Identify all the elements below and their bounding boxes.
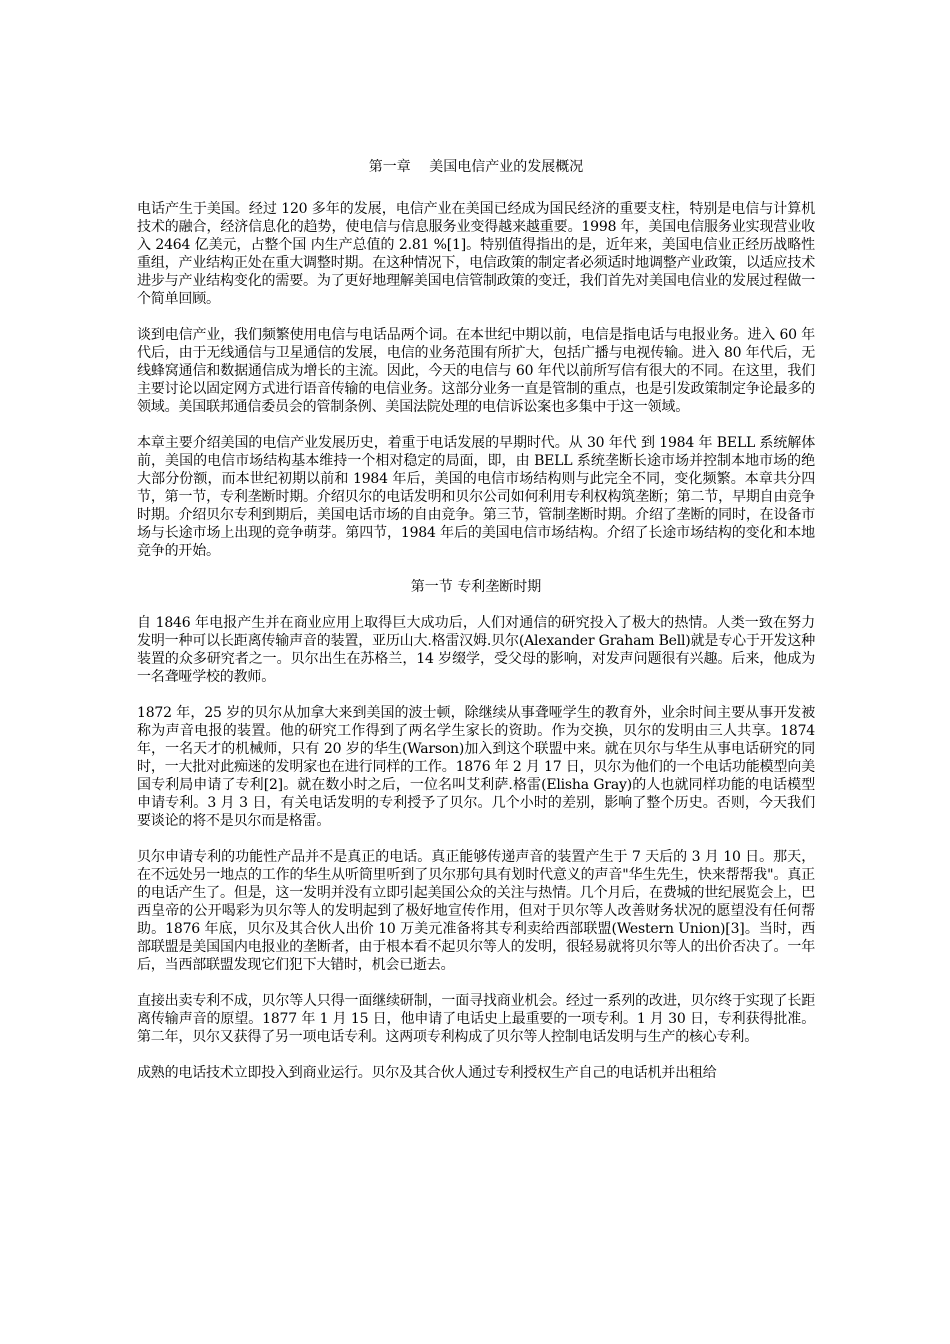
paragraph-section-3: 贝尔申请专利的功能性产品并不是真正的电话。真正能够传递声音的装置产生于 7 天后的 3 月 10 日。那天，在不远处另一地点的工作的华生从听筒里听到了贝尔那句具有划时代意义的声音"华生先生，快来帮帮我"。真正的电话产生了。但是，这一发明并没有立即引起美国公众的关注与热情。几个月后，在费城的世纪展览会上，巴西皇帝的公开喝彩为贝尔等人的发明起到了极好地宣传作用，但对于贝尔等人改善财务状况的愿望没有任何帮助。1876 年底，贝尔及其合伙人出价 10 万美元准备将其专利卖给西部联盟(Western Union)[3]。当时，西部联盟是美国国内电报业的垄断者，由于根本看不起贝尔等人的发明，很轻易就将贝尔等人的出价否决了。一年后，当西部联盟发现它们犯下大错时，机会已逝去。 xyxy=(137,849,815,973)
paragraph-section-5: 成熟的电话技术立即投入到商业运行。贝尔及其合伙人通过专利授权生产自己的电话机并出租给 xyxy=(137,1065,717,1081)
paragraph-intro-3: 本章主要介绍美国的电信产业发展历史，着重于电话发展的早期时代。从 30 年代 到 1984 年 BELL 系统解体前，美国的电信市场结构基本维持一个相对稳定的局面，即，由 BELL 系统垄断长途市场并控制本地市场的绝大部分份额，而本世纪初期以前和 1984 年后，美国的电信市场结构则与此完全不同，变化频繁。本章共分四节，第一节，专利垄断时期。介绍贝尔的电话发明和贝尔公司如何利用专利权构筑垄断；第二节，早期自由竞争时期。介绍贝尔专利到期后，美国电话市场的自由竞争。第三节，管制垄断时期。介绍了垄断的同时，在设备市场与长途市场上出现的竞争萌芽。第四节，1984 年后的美国电信市场结构。介绍了长途市场结构的变化和本地竞争的开始。 xyxy=(137,435,815,559)
paragraph-intro-1: 电话产生于美国。经过 120 多年的发展，电信产业在美国已经成为国民经济的重要支柱，特别是电信与计算机技术的融合，经济信息化的趋势，使电信与信息服务业变得越来越重要。1998 年，美国电信服务业实现营业收入 2464 亿美元，占整个国 内生产总值的 2.81 %[1]。特别值得指出的是，近年来，美国电信业正经历战略性重组，产业结构正处在重大调整时期。在这种情况下，电信政策的制定者必须适时地调整产业政策，以适应技术进步与产业结构变化的需要。为了更好地理解美国电信管制政策的变迁，我们首先对美国电信业的发展过程做一个简单回顾。 xyxy=(137,201,815,307)
section-title: 第一节 专利垄断时期 xyxy=(410,579,542,595)
paragraph-section-2: 1872 年，25 岁的贝尔从加拿大来到美国的波士顿，除继续从事聋哑学生的教育外，业余时间主要从事开发被称为声音电报的装置。他的研究工作得到了两名学生家长的资助。作为交换，贝尔的发明由三人共享。1874 年，一名天才的机械师，只有 20 岁的华生(Warson)加入到这个联盟中来。就在贝尔与华生从事电话研究的同时，一大批对此痴迷的发明家也在进行同样的工作。1876 年 2 月 17 日，贝尔为他们的一个电话功能模型向美国专利局申请了专利[2]。就在数小时之后，一位名叫艾利萨.格雷(Elisha Gray)的人也就同样功能的电话模型申请专利。3 月 3 日，有关电话发明的专利授予了贝尔。几个小时的差别，影响了整个历史。否则，今天我们要谈论的将不是贝尔而是格雷。 xyxy=(137,705,815,829)
paragraph-intro-2: 谈到电信产业，我们频繁使用电信与电话品两个词。在本世纪中期以前，电信是指电话与电报业务。进入 60 年代后，由于无线通信与卫星通信的发展，电信的业务范围有所扩大，包括广播与电视传输。进入 80 年代后，无线蜂窝通信和数据通信成为增长的主流。因此，今天的电信与 60 年代以前所写信有很大的不同。在这里，我们主要讨论以固定网方式进行语音传输的电信业务。这部分业务一直是管制的重点，也是引发政策制定争论最多的领域。美国联邦通信委员会的管制条例、美国法院处理的电信诉讼案也多集中于这一领域。 xyxy=(137,327,815,415)
document-page xyxy=(137,158,815,1100)
chapter-title: 第一章 美国电信产业的发展概况 xyxy=(368,159,584,175)
paragraph-section-4: 直接出卖专利不成，贝尔等人只得一面继续研制，一面寻找商业机会。经过一系列的改进，贝尔终于实现了长距离传输声音的原望。1877 年 1 月 15 日，他申请了电话史上最重要的一项专利。1 月 30 日，专利获得批准。第二年，贝尔又获得了另一项电话专利。这两项专利构成了贝尔等人控制电话发明与生产的核心专利。 xyxy=(137,993,815,1045)
paragraph-section-1: 自 1846 年电报产生并在商业应用上取得巨大成功后，人们对通信的研究投入了极大的热情。人类一致在努力发明一种可以长距离传输声音的装置，亚历山大.格雷汉姆.贝尔(Alexander Graham Bell)就是专心于开发这种装置的众多研究者之一。贝尔出生在苏格兰，14 岁缀学，受父母的影响，对发声问题很有兴趣。后来，他成为一名聋哑学校的教师。 xyxy=(137,615,815,685)
